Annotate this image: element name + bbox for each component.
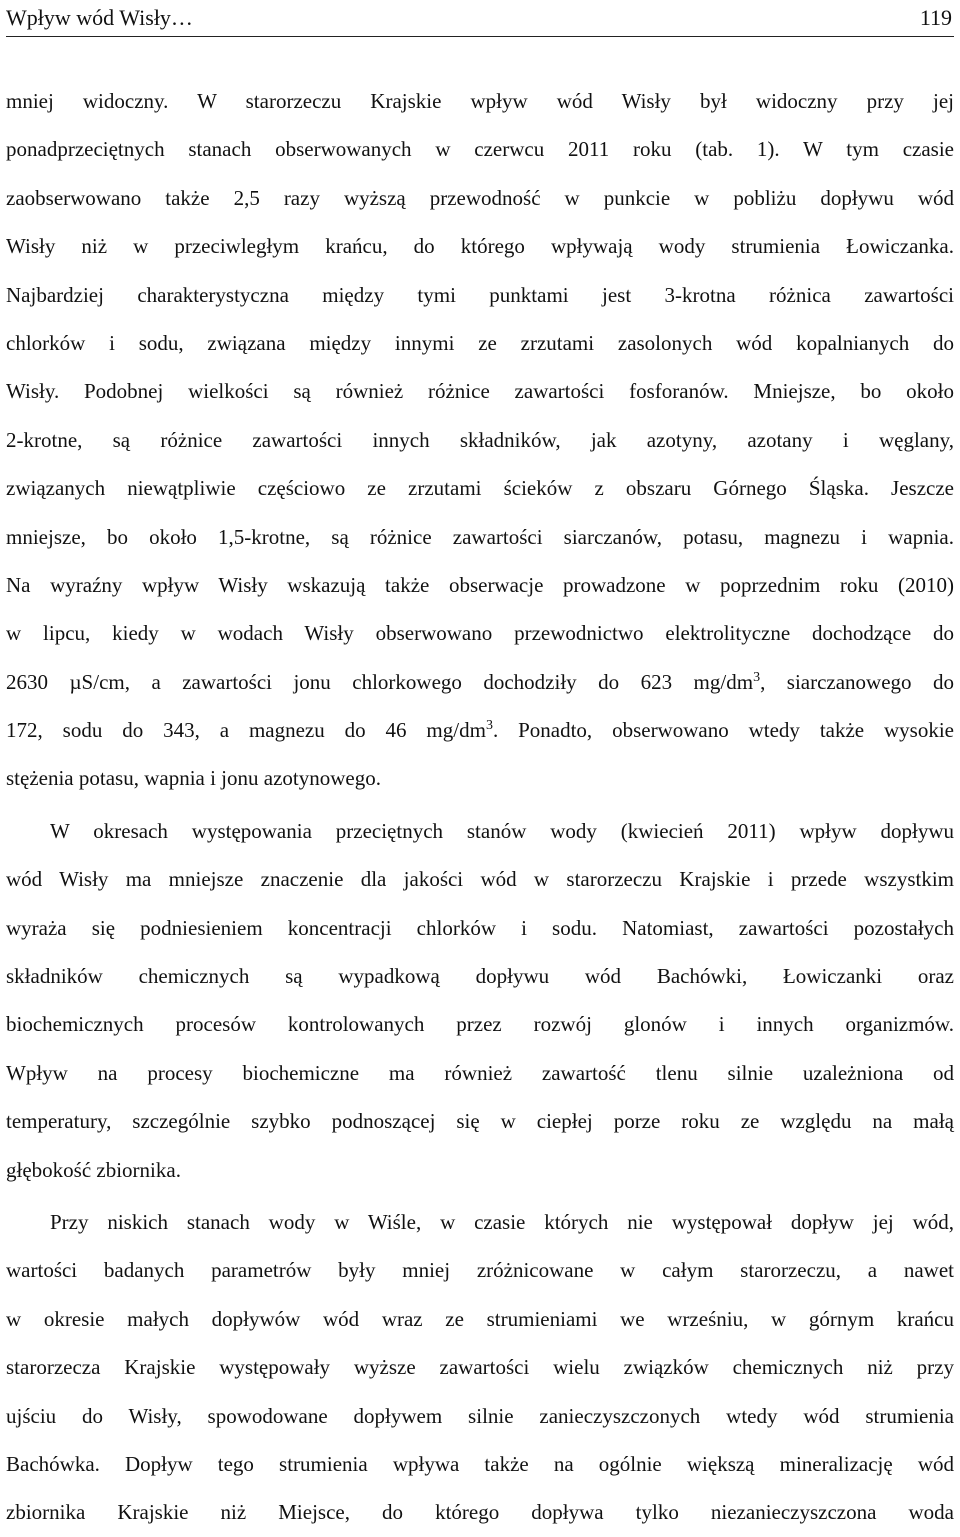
text-fragment: 2630 µS/cm, a zawartości jonu chlorkowego dochodziły do 623 mg/dm (6, 669, 754, 694)
text-fragment: 172, sodu do 343, a magnezu do 46 mg/dm (6, 718, 486, 743)
text-line: W okresach występowania przeciętnych stanów wody (kwiecień 2011) wpływ dopływu (50, 818, 954, 843)
paragraph-1 (6, 77, 954, 803)
text-line: Bachówka. Dopływ tego strumienia wpływa także na ogólnie większą mineralizację wód (6, 1451, 954, 1476)
superscript: 3 (485, 718, 493, 734)
text-line: w okresie małych dopływów wód wraz ze strumieniami we wrześniu, w górnym krańcu (6, 1306, 954, 1331)
text-line: stężenia potasu, wapnia i jonu azotynowego. (6, 766, 381, 791)
text-line: w lipcu, kiedy w wodach Wisły obserwowano przewodnictwo elektrolityczne dochodzące do (6, 621, 954, 646)
page-number: 119 (919, 5, 952, 30)
text-line: zaobserwowano także 2,5 razy wyższą przewodność w punkcie w pobliżu dopływu wód (6, 185, 954, 210)
text-line: wartości badanych parametrów były mniej zróżnicowane w całym starorzeczu, a nawet (6, 1258, 954, 1283)
running-header (6, 0, 954, 37)
text-line: Przy niskich stanach wody w Wiśle, w czasie których nie występował dopływ jej wód, (50, 1209, 954, 1234)
text-line: mniejsze, bo około 1,5-krotne, są różnice zawartości siarczanów, potasu, magnezu i wapnia. (6, 524, 954, 549)
superscript: 3 (753, 669, 761, 685)
text-line: biochemicznych procesów kontrolowanych przez rozwój glonów i innych organizmów. (6, 1012, 954, 1037)
running-title: Wpływ wód Wisły… (6, 5, 193, 30)
text-line: zbiornika Krajskie niż Miejsce, do którego dopływa tylko niezanieczyszczona woda (6, 1500, 954, 1525)
text-line: temperatury, szczególnie szybko podnoszącej się w ciepłej porze roku ze względu na małą (6, 1109, 954, 1134)
paragraph-3 (6, 1198, 954, 1537)
text-line: chlorków i sodu, związana między innymi ze zrzutami zasolonych wód kopalnianych do (6, 330, 954, 355)
paragraph-2 (6, 807, 954, 1194)
text-line: starorzecza Krajskie występowały wyższe zawartości wielu związków chemicznych niż przy (6, 1355, 954, 1380)
text-fragment: . Ponadto, obserwowano wtedy także wysokie (492, 718, 955, 743)
text-line: 2-krotne, są różnice zawartości innych składników, jak azotyny, azotany i węglany, (6, 427, 954, 452)
text-line: Wpływ na procesy biochemiczne ma również zawartość tlenu silnie uzależniona od (6, 1060, 954, 1085)
text-line: głębokość zbiornika. (6, 1157, 181, 1182)
text-line: Wisły. Podobnej wielkości są również różnice zawartości fosforanów. Mniejsze, bo około (6, 379, 954, 404)
text-line: wód Wisły ma mniejsze znaczenie dla jakości wód w starorzeczu Krajskie i przede wszystkim (6, 867, 954, 892)
text-line: ponadprzeciętnych stanach obserwowanych w czerwcu 2011 roku (tab. 1). W tym czasie (6, 137, 954, 162)
text-line: składników chemicznych są wypadkową dopływu wód Bachówki, Łowiczanki oraz (6, 964, 954, 989)
text-line: ujściu do Wisły, spowodowane dopływem silnie zanieczyszczonych wtedy wód strumienia (6, 1403, 954, 1428)
text-line: wyraża się podniesieniem koncentracji chlorków i sodu. Natomiast, zawartości pozostałych (6, 915, 954, 940)
text-fragment: , siarczanowego do (760, 669, 955, 694)
text-line-with-superscript (6, 706, 954, 754)
body-text (6, 77, 954, 1537)
text-line: Wisły niż w przeciwległym krańcu, do którego wpływają wody strumienia Łowiczanka. (6, 234, 954, 259)
text-line: Najbardziej charakterystyczna między tymi punktami jest 3-krotna różnica zawartości (6, 282, 954, 307)
text-line: związanych niewątpliwie częściowo ze zrzutami ścieków z obszaru Górnego Śląska. Jeszcze (6, 476, 954, 501)
text-line: mniej widoczny. W starorzeczu Krajskie wpływ wód Wisły był widoczny przy jej (6, 89, 954, 113)
text-line: Na wyraźny wpływ Wisły wskazują także obserwacje prowadzone w poprzednim roku (2010) (6, 572, 954, 597)
text-line-with-superscript (6, 658, 954, 706)
